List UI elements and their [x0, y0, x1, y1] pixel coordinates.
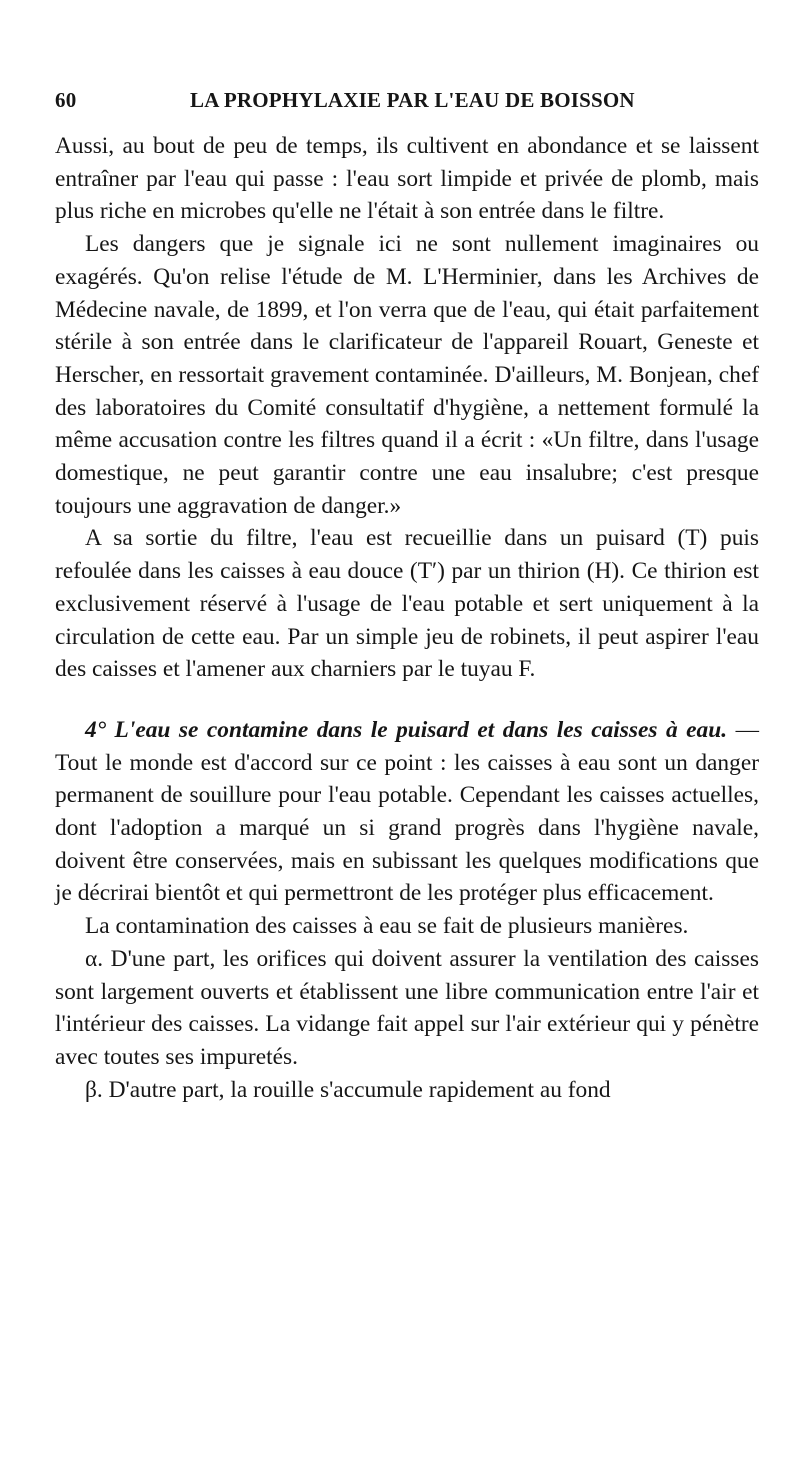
section-heading: 4° L'eau se contamine dans le puisard et dans les caisses à eau. [85, 716, 728, 743]
paragraph-alpha: α. D'une part, les orifices qui doivent assurer la ventilation des caisses sont largement ouverts et établissent une libre communication entre l'air et l'intérieur des caisses. La vidange fait appel sur l'air extérieur qui y pénètre avec toutes ses impuretés. [55, 945, 759, 1070]
page-body [55, 130, 759, 1106]
paragraph-filter-exit: A sa sortie du filtre, l'eau est recueillie dans un puisard (T) puis refoulée dans les caisses à eau douce (T′) par un thirion (H). Ce thirion est exclusivement réservé à l'usage de l'eau potable et sert uniquement à la circulation de cette eau. Par un simple jeu de robinets, il peut aspirer l'eau des caisses et l'amener aux charniers par le tuyau F. [55, 525, 759, 683]
paragraph-continuation: Aussi, au bout de peu de temps, ils cultivent en abondance et se laissent entraîner par l'eau qui passe : l'eau sort limpide et privée de plomb, mais plus riche en microbes qu'elle ne l'était à son entrée dans le filtre. [55, 133, 759, 225]
section-text: — Tout le monde est d'accord sur ce point : les caisses à eau sont un danger permanent de souillure pour l'eau potable. Cependant les caisses actuelles, dont l'adoption a marqué un si grand progrès dans l'hygiène navale, doivent être conservées, mais en subissant les quelques modifications que je décrirai bientôt et qui permettront de les protéger plus efficacement. [55, 716, 759, 907]
page-number: 60 [55, 88, 77, 112]
section-paragraph [55, 714, 759, 910]
running-header [55, 88, 755, 118]
paragraph-contamination: La contamination des caisses à eau se fait de plusieurs manières. [85, 913, 689, 940]
paragraph-dangers: Les dangers que je signale ici ne sont nullement imaginaires ou exagérés. Qu'on relise l'étude de M. L'Herminier, dans les Archives de Médecine navale, de 1899, et l'on verra que de l'eau, qui était parfaitement stérile à son entrée dans le clarificateur de l'appareil Rouart, Geneste et Herscher, en ressortait gravement contaminée. D'ailleurs, M. Bonjean, chef des laboratoires du Comité consultatif d'hygiène, a nettement formulé la même accusation contre les filtres quand il a écrit : «Un filtre, dans l'usage domestique, ne peut garantir contre une eau insalubre; c'est presque toujours une aggravation de danger.» [55, 231, 759, 519]
paragraph-beta: β. D'autre part, la rouille s'accumule rapidement au fond [85, 1076, 611, 1103]
section-spacer [55, 686, 759, 714]
running-title: LA PROPHYLAXIE PAR L'EAU DE BOISSON [190, 88, 635, 112]
